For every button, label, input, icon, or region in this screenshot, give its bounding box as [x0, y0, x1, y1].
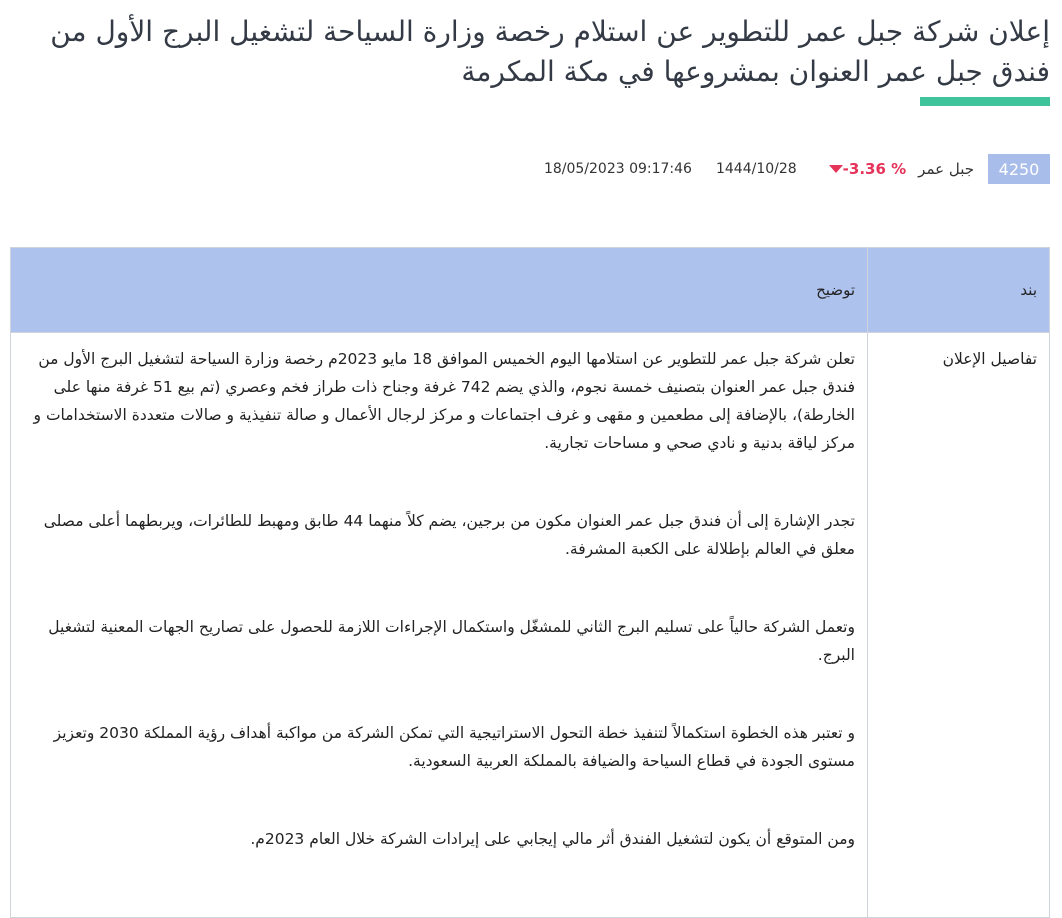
- table-header-row: [11, 248, 1050, 333]
- header-item: بند: [868, 248, 1050, 333]
- announcement-datetime: 18/05/2023 09:17:46: [543, 161, 692, 177]
- header-description: توضيح: [11, 248, 868, 333]
- paragraph: و تعتبر هذه الخطوة استكمالاً لتنفيذ خطة التحول الاستراتيجية التي تمكن الشركة من مواكبة أهداف رؤية المملكة 2030 وتعزيز مستوى الجودة في قطاع السياحة والضيافة بالمملكة العربية السعودية.: [53, 724, 855, 770]
- row-description: [11, 333, 868, 918]
- price-change-value: -3.36 %: [842, 160, 907, 178]
- announcement-title: إعلان شركة جبل عمر للتطوير عن استلام رخصة وزارة السياحة لتشغيل البرج الأول من فندق جبل عمر العنوان بمشروعها في مكة المكرمة: [50, 15, 1050, 88]
- stock-meta-row: [544, 152, 1050, 186]
- paragraph: تجدر الإشارة إلى أن فندق جبل عمر العنوان مكون من برجين، يضم كلاً منهما 44 طابق ومهبط للطائرات، ويربطهما أعلى مصلى معلق في العالم بإطلالة على الكعبة المشرفة.: [43, 512, 855, 558]
- row-item-label: تفاصيل الإعلان: [868, 333, 1050, 918]
- down-arrow-icon: [829, 165, 843, 173]
- table-row: [11, 333, 1050, 918]
- title-accent-bar: [920, 97, 1050, 106]
- paragraph: ومن المتوقع أن يكون لتشغيل الفندق أثر مالي إيجابي على إيرادات الشركة خلال العام 2023م.: [250, 830, 855, 848]
- announcement-table: [10, 247, 1050, 918]
- company-name[interactable]: جبل عمر: [918, 160, 974, 178]
- price-change: [823, 160, 907, 178]
- symbol-badge[interactable]: 4250: [988, 154, 1050, 184]
- paragraph: تعلن شركة جبل عمر للتطوير عن استلامها اليوم الخميس الموافق 18 مايو 2023م رخصة وزارة السياحة لتشغيل البرج الأول من فندق جبل عمر العنوان بتصنيف خمسة نجوم، والذي يضم 742 غرفة وجناح ذات طراز فخم وعصري (تم بيع 51 غرفة منها على الخارطة)، بالإضافة إلى مطعمين و مقهى و غرف اجتماعات و مركز لرجال الأعمال و صالة تنفيذية و صالات متعددة الاستخدامات و مركز لياقة بدنية و نادي صحي و مساحات تجارية.: [33, 350, 855, 452]
- paragraph: وتعمل الشركة حالياً على تسليم البرج الثاني للمشغّل واستكمال الإجراءات اللازمة للحصول على تصاريح الجهات المعنية لتشغيل البرج.: [48, 618, 855, 664]
- hijri-date: 1444/10/28: [715, 161, 797, 177]
